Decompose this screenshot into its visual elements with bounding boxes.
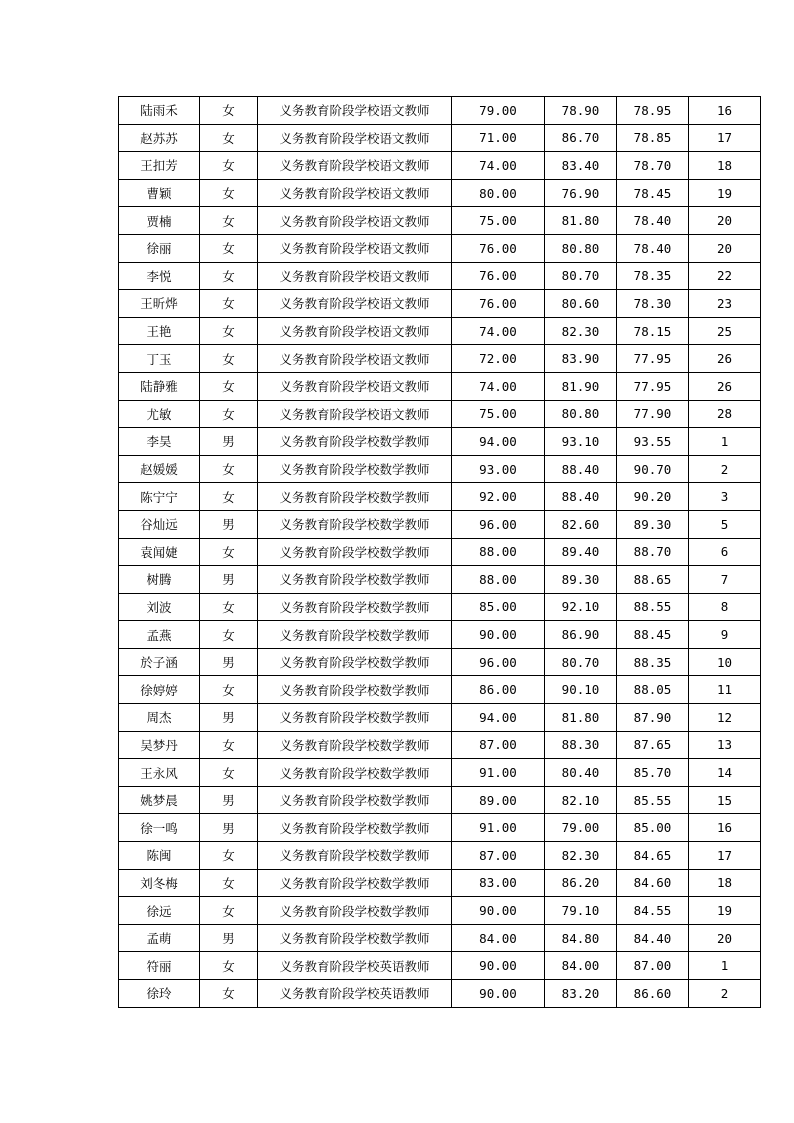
rank-cell: 2 bbox=[689, 455, 761, 483]
written-score-cell: 90.00 bbox=[452, 897, 545, 925]
table-row bbox=[119, 676, 761, 704]
interview-score-cell: 90.10 bbox=[545, 676, 617, 704]
gender-cell: 男 bbox=[200, 814, 258, 842]
gender-cell: 女 bbox=[200, 621, 258, 649]
interview-score-cell: 86.70 bbox=[545, 124, 617, 152]
total-score-cell: 78.85 bbox=[617, 124, 689, 152]
table-row bbox=[119, 124, 761, 152]
name-cell: 赵苏苏 bbox=[119, 124, 200, 152]
interview-score-cell: 93.10 bbox=[545, 428, 617, 456]
rank-cell: 28 bbox=[689, 400, 761, 428]
gender-cell: 女 bbox=[200, 952, 258, 980]
written-score-cell: 96.00 bbox=[452, 648, 545, 676]
table-row bbox=[119, 869, 761, 897]
rank-cell: 7 bbox=[689, 566, 761, 594]
name-cell: 姚梦晨 bbox=[119, 786, 200, 814]
table-row bbox=[119, 179, 761, 207]
written-score-cell: 96.00 bbox=[452, 510, 545, 538]
position-cell: 义务教育阶段学校语文教师 bbox=[258, 179, 452, 207]
name-cell: 陆静雅 bbox=[119, 372, 200, 400]
gender-cell: 女 bbox=[200, 97, 258, 125]
total-score-cell: 87.00 bbox=[617, 952, 689, 980]
table-row bbox=[119, 428, 761, 456]
written-score-cell: 91.00 bbox=[452, 814, 545, 842]
interview-score-cell: 88.40 bbox=[545, 483, 617, 511]
gender-cell: 女 bbox=[200, 124, 258, 152]
written-score-cell: 74.00 bbox=[452, 152, 545, 180]
interview-score-cell: 81.80 bbox=[545, 704, 617, 732]
name-cell: 刘波 bbox=[119, 593, 200, 621]
position-cell: 义务教育阶段学校语文教师 bbox=[258, 400, 452, 428]
total-score-cell: 78.30 bbox=[617, 290, 689, 318]
rank-cell: 6 bbox=[689, 538, 761, 566]
interview-score-cell: 88.30 bbox=[545, 731, 617, 759]
written-score-cell: 94.00 bbox=[452, 704, 545, 732]
rank-cell: 15 bbox=[689, 786, 761, 814]
position-cell: 义务教育阶段学校数学教师 bbox=[258, 621, 452, 649]
name-cell: 曹颖 bbox=[119, 179, 200, 207]
position-cell: 义务教育阶段学校数学教师 bbox=[258, 510, 452, 538]
table-row bbox=[119, 593, 761, 621]
interview-score-cell: 82.60 bbox=[545, 510, 617, 538]
table-row bbox=[119, 897, 761, 925]
written-score-cell: 88.00 bbox=[452, 538, 545, 566]
interview-score-cell: 83.90 bbox=[545, 345, 617, 373]
interview-score-cell: 86.90 bbox=[545, 621, 617, 649]
rank-cell: 17 bbox=[689, 842, 761, 870]
total-score-cell: 84.65 bbox=[617, 842, 689, 870]
written-score-cell: 88.00 bbox=[452, 566, 545, 594]
name-cell: 陈闽 bbox=[119, 842, 200, 870]
gender-cell: 女 bbox=[200, 593, 258, 621]
total-score-cell: 84.55 bbox=[617, 897, 689, 925]
name-cell: 王扣芳 bbox=[119, 152, 200, 180]
name-cell: 徐一鸣 bbox=[119, 814, 200, 842]
position-cell: 义务教育阶段学校数学教师 bbox=[258, 786, 452, 814]
rank-cell: 23 bbox=[689, 290, 761, 318]
interview-score-cell: 82.30 bbox=[545, 317, 617, 345]
name-cell: 陆雨禾 bbox=[119, 97, 200, 125]
name-cell: 贾楠 bbox=[119, 207, 200, 235]
name-cell: 徐婷婷 bbox=[119, 676, 200, 704]
gender-cell: 男 bbox=[200, 704, 258, 732]
rank-cell: 8 bbox=[689, 593, 761, 621]
position-cell: 义务教育阶段学校数学教师 bbox=[258, 924, 452, 952]
total-score-cell: 84.60 bbox=[617, 869, 689, 897]
total-score-cell: 84.40 bbox=[617, 924, 689, 952]
rank-cell: 25 bbox=[689, 317, 761, 345]
total-score-cell: 78.45 bbox=[617, 179, 689, 207]
gender-cell: 男 bbox=[200, 428, 258, 456]
gender-cell: 女 bbox=[200, 538, 258, 566]
total-score-cell: 78.40 bbox=[617, 234, 689, 262]
name-cell: 孟燕 bbox=[119, 621, 200, 649]
table-row bbox=[119, 704, 761, 732]
total-score-cell: 78.15 bbox=[617, 317, 689, 345]
gender-cell: 女 bbox=[200, 207, 258, 235]
total-score-cell: 88.70 bbox=[617, 538, 689, 566]
position-cell: 义务教育阶段学校数学教师 bbox=[258, 455, 452, 483]
written-score-cell: 90.00 bbox=[452, 621, 545, 649]
table-row bbox=[119, 97, 761, 125]
rank-cell: 5 bbox=[689, 510, 761, 538]
table-row bbox=[119, 345, 761, 373]
name-cell: 李昊 bbox=[119, 428, 200, 456]
table-row bbox=[119, 538, 761, 566]
gender-cell: 女 bbox=[200, 317, 258, 345]
rank-cell: 1 bbox=[689, 428, 761, 456]
rank-cell: 20 bbox=[689, 207, 761, 235]
name-cell: 徐玲 bbox=[119, 980, 200, 1008]
total-score-cell: 78.95 bbox=[617, 97, 689, 125]
written-score-cell: 83.00 bbox=[452, 869, 545, 897]
table-row bbox=[119, 262, 761, 290]
written-score-cell: 76.00 bbox=[452, 234, 545, 262]
position-cell: 义务教育阶段学校语文教师 bbox=[258, 290, 452, 318]
written-score-cell: 76.00 bbox=[452, 290, 545, 318]
position-cell: 义务教育阶段学校数学教师 bbox=[258, 483, 452, 511]
rank-cell: 26 bbox=[689, 345, 761, 373]
table-row bbox=[119, 400, 761, 428]
total-score-cell: 85.70 bbox=[617, 759, 689, 787]
name-cell: 吴梦丹 bbox=[119, 731, 200, 759]
total-score-cell: 85.00 bbox=[617, 814, 689, 842]
table-row bbox=[119, 842, 761, 870]
written-score-cell: 80.00 bbox=[452, 179, 545, 207]
table-row bbox=[119, 510, 761, 538]
gender-cell: 女 bbox=[200, 290, 258, 318]
rank-cell: 13 bbox=[689, 731, 761, 759]
total-score-cell: 88.05 bbox=[617, 676, 689, 704]
interview-score-cell: 79.10 bbox=[545, 897, 617, 925]
rank-cell: 10 bbox=[689, 648, 761, 676]
gender-cell: 女 bbox=[200, 731, 258, 759]
position-cell: 义务教育阶段学校数学教师 bbox=[258, 538, 452, 566]
gender-cell: 女 bbox=[200, 372, 258, 400]
interview-score-cell: 88.40 bbox=[545, 455, 617, 483]
position-cell: 义务教育阶段学校语文教师 bbox=[258, 124, 452, 152]
total-score-cell: 90.70 bbox=[617, 455, 689, 483]
position-cell: 义务教育阶段学校数学教师 bbox=[258, 428, 452, 456]
interview-score-cell: 82.10 bbox=[545, 786, 617, 814]
rank-cell: 16 bbox=[689, 814, 761, 842]
interview-score-cell: 78.90 bbox=[545, 97, 617, 125]
position-cell: 义务教育阶段学校语文教师 bbox=[258, 262, 452, 290]
gender-cell: 女 bbox=[200, 869, 258, 897]
rank-cell: 19 bbox=[689, 179, 761, 207]
position-cell: 义务教育阶段学校数学教师 bbox=[258, 897, 452, 925]
position-cell: 义务教育阶段学校语文教师 bbox=[258, 97, 452, 125]
gender-cell: 男 bbox=[200, 648, 258, 676]
gender-cell: 女 bbox=[200, 400, 258, 428]
name-cell: 於子涵 bbox=[119, 648, 200, 676]
name-cell: 陈宁宁 bbox=[119, 483, 200, 511]
gender-cell: 男 bbox=[200, 924, 258, 952]
name-cell: 孟萌 bbox=[119, 924, 200, 952]
table-row bbox=[119, 621, 761, 649]
rank-cell: 12 bbox=[689, 704, 761, 732]
written-score-cell: 87.00 bbox=[452, 731, 545, 759]
table-row bbox=[119, 372, 761, 400]
total-score-cell: 87.90 bbox=[617, 704, 689, 732]
interview-score-cell: 83.40 bbox=[545, 152, 617, 180]
name-cell: 丁玉 bbox=[119, 345, 200, 373]
total-score-cell: 77.95 bbox=[617, 345, 689, 373]
total-score-cell: 86.60 bbox=[617, 980, 689, 1008]
rank-cell: 19 bbox=[689, 897, 761, 925]
table-row bbox=[119, 980, 761, 1008]
interview-score-cell: 80.40 bbox=[545, 759, 617, 787]
total-score-cell: 88.55 bbox=[617, 593, 689, 621]
table-row bbox=[119, 317, 761, 345]
interview-score-cell: 80.60 bbox=[545, 290, 617, 318]
written-score-cell: 84.00 bbox=[452, 924, 545, 952]
table-row bbox=[119, 759, 761, 787]
interview-score-cell: 89.40 bbox=[545, 538, 617, 566]
position-cell: 义务教育阶段学校数学教师 bbox=[258, 648, 452, 676]
written-score-cell: 76.00 bbox=[452, 262, 545, 290]
rank-cell: 17 bbox=[689, 124, 761, 152]
name-cell: 徐丽 bbox=[119, 234, 200, 262]
position-cell: 义务教育阶段学校英语教师 bbox=[258, 980, 452, 1008]
position-cell: 义务教育阶段学校数学教师 bbox=[258, 704, 452, 732]
interview-score-cell: 82.30 bbox=[545, 842, 617, 870]
interview-score-cell: 80.80 bbox=[545, 234, 617, 262]
interview-score-cell: 80.70 bbox=[545, 648, 617, 676]
name-cell: 刘冬梅 bbox=[119, 869, 200, 897]
rank-cell: 3 bbox=[689, 483, 761, 511]
written-score-cell: 90.00 bbox=[452, 952, 545, 980]
gender-cell: 女 bbox=[200, 234, 258, 262]
gender-cell: 女 bbox=[200, 980, 258, 1008]
written-score-cell: 72.00 bbox=[452, 345, 545, 373]
position-cell: 义务教育阶段学校英语教师 bbox=[258, 952, 452, 980]
gender-cell: 女 bbox=[200, 676, 258, 704]
written-score-cell: 90.00 bbox=[452, 980, 545, 1008]
name-cell: 徐远 bbox=[119, 897, 200, 925]
gender-cell: 女 bbox=[200, 897, 258, 925]
gender-cell: 女 bbox=[200, 759, 258, 787]
interview-score-cell: 76.90 bbox=[545, 179, 617, 207]
interview-score-cell: 81.80 bbox=[545, 207, 617, 235]
interview-score-cell: 86.20 bbox=[545, 869, 617, 897]
written-score-cell: 92.00 bbox=[452, 483, 545, 511]
gender-cell: 女 bbox=[200, 345, 258, 373]
position-cell: 义务教育阶段学校语文教师 bbox=[258, 207, 452, 235]
position-cell: 义务教育阶段学校语文教师 bbox=[258, 152, 452, 180]
name-cell: 周杰 bbox=[119, 704, 200, 732]
total-score-cell: 93.55 bbox=[617, 428, 689, 456]
name-cell: 王艳 bbox=[119, 317, 200, 345]
rank-cell: 20 bbox=[689, 924, 761, 952]
position-cell: 义务教育阶段学校语文教师 bbox=[258, 372, 452, 400]
position-cell: 义务教育阶段学校数学教师 bbox=[258, 814, 452, 842]
position-cell: 义务教育阶段学校数学教师 bbox=[258, 842, 452, 870]
written-score-cell: 75.00 bbox=[452, 400, 545, 428]
score-table-body bbox=[119, 97, 761, 1008]
rank-cell: 20 bbox=[689, 234, 761, 262]
table-row bbox=[119, 455, 761, 483]
table-row bbox=[119, 952, 761, 980]
table-row bbox=[119, 483, 761, 511]
total-score-cell: 85.55 bbox=[617, 786, 689, 814]
gender-cell: 女 bbox=[200, 179, 258, 207]
table-row bbox=[119, 566, 761, 594]
table-row bbox=[119, 731, 761, 759]
position-cell: 义务教育阶段学校数学教师 bbox=[258, 731, 452, 759]
rank-cell: 26 bbox=[689, 372, 761, 400]
written-score-cell: 85.00 bbox=[452, 593, 545, 621]
position-cell: 义务教育阶段学校数学教师 bbox=[258, 593, 452, 621]
written-score-cell: 93.00 bbox=[452, 455, 545, 483]
name-cell: 符丽 bbox=[119, 952, 200, 980]
gender-cell: 男 bbox=[200, 510, 258, 538]
position-cell: 义务教育阶段学校数学教师 bbox=[258, 759, 452, 787]
written-score-cell: 74.00 bbox=[452, 317, 545, 345]
total-score-cell: 90.20 bbox=[617, 483, 689, 511]
interview-score-cell: 80.80 bbox=[545, 400, 617, 428]
table-row bbox=[119, 814, 761, 842]
written-score-cell: 86.00 bbox=[452, 676, 545, 704]
name-cell: 尤敏 bbox=[119, 400, 200, 428]
gender-cell: 男 bbox=[200, 786, 258, 814]
rank-cell: 22 bbox=[689, 262, 761, 290]
rank-cell: 1 bbox=[689, 952, 761, 980]
gender-cell: 女 bbox=[200, 483, 258, 511]
written-score-cell: 94.00 bbox=[452, 428, 545, 456]
written-score-cell: 87.00 bbox=[452, 842, 545, 870]
interview-score-cell: 80.70 bbox=[545, 262, 617, 290]
rank-cell: 16 bbox=[689, 97, 761, 125]
table-row bbox=[119, 648, 761, 676]
position-cell: 义务教育阶段学校数学教师 bbox=[258, 676, 452, 704]
name-cell: 袁闻婕 bbox=[119, 538, 200, 566]
table-row bbox=[119, 786, 761, 814]
name-cell: 王永风 bbox=[119, 759, 200, 787]
total-score-cell: 88.45 bbox=[617, 621, 689, 649]
name-cell: 树腾 bbox=[119, 566, 200, 594]
interview-score-cell: 81.90 bbox=[545, 372, 617, 400]
written-score-cell: 71.00 bbox=[452, 124, 545, 152]
rank-cell: 9 bbox=[689, 621, 761, 649]
rank-cell: 18 bbox=[689, 869, 761, 897]
total-score-cell: 87.65 bbox=[617, 731, 689, 759]
total-score-cell: 88.35 bbox=[617, 648, 689, 676]
total-score-cell: 78.70 bbox=[617, 152, 689, 180]
name-cell: 谷灿远 bbox=[119, 510, 200, 538]
total-score-cell: 78.40 bbox=[617, 207, 689, 235]
position-cell: 义务教育阶段学校数学教师 bbox=[258, 869, 452, 897]
total-score-cell: 78.35 bbox=[617, 262, 689, 290]
written-score-cell: 79.00 bbox=[452, 97, 545, 125]
rank-cell: 14 bbox=[689, 759, 761, 787]
interview-score-cell: 83.20 bbox=[545, 980, 617, 1008]
written-score-cell: 91.00 bbox=[452, 759, 545, 787]
gender-cell: 女 bbox=[200, 262, 258, 290]
position-cell: 义务教育阶段学校数学教师 bbox=[258, 566, 452, 594]
table-row bbox=[119, 152, 761, 180]
name-cell: 赵媛媛 bbox=[119, 455, 200, 483]
written-score-cell: 74.00 bbox=[452, 372, 545, 400]
table-row bbox=[119, 290, 761, 318]
interview-score-cell: 92.10 bbox=[545, 593, 617, 621]
total-score-cell: 77.90 bbox=[617, 400, 689, 428]
interview-score-cell: 79.00 bbox=[545, 814, 617, 842]
score-table bbox=[118, 96, 761, 1008]
written-score-cell: 89.00 bbox=[452, 786, 545, 814]
total-score-cell: 89.30 bbox=[617, 510, 689, 538]
rank-cell: 18 bbox=[689, 152, 761, 180]
interview-score-cell: 84.80 bbox=[545, 924, 617, 952]
gender-cell: 女 bbox=[200, 455, 258, 483]
position-cell: 义务教育阶段学校语文教师 bbox=[258, 234, 452, 262]
table-row bbox=[119, 207, 761, 235]
rank-cell: 11 bbox=[689, 676, 761, 704]
gender-cell: 男 bbox=[200, 566, 258, 594]
gender-cell: 女 bbox=[200, 152, 258, 180]
name-cell: 李悦 bbox=[119, 262, 200, 290]
total-score-cell: 77.95 bbox=[617, 372, 689, 400]
total-score-cell: 88.65 bbox=[617, 566, 689, 594]
table-row bbox=[119, 234, 761, 262]
interview-score-cell: 84.00 bbox=[545, 952, 617, 980]
position-cell: 义务教育阶段学校语文教师 bbox=[258, 317, 452, 345]
rank-cell: 2 bbox=[689, 980, 761, 1008]
gender-cell: 女 bbox=[200, 842, 258, 870]
written-score-cell: 75.00 bbox=[452, 207, 545, 235]
interview-score-cell: 89.30 bbox=[545, 566, 617, 594]
position-cell: 义务教育阶段学校语文教师 bbox=[258, 345, 452, 373]
table-row bbox=[119, 924, 761, 952]
name-cell: 王昕烨 bbox=[119, 290, 200, 318]
